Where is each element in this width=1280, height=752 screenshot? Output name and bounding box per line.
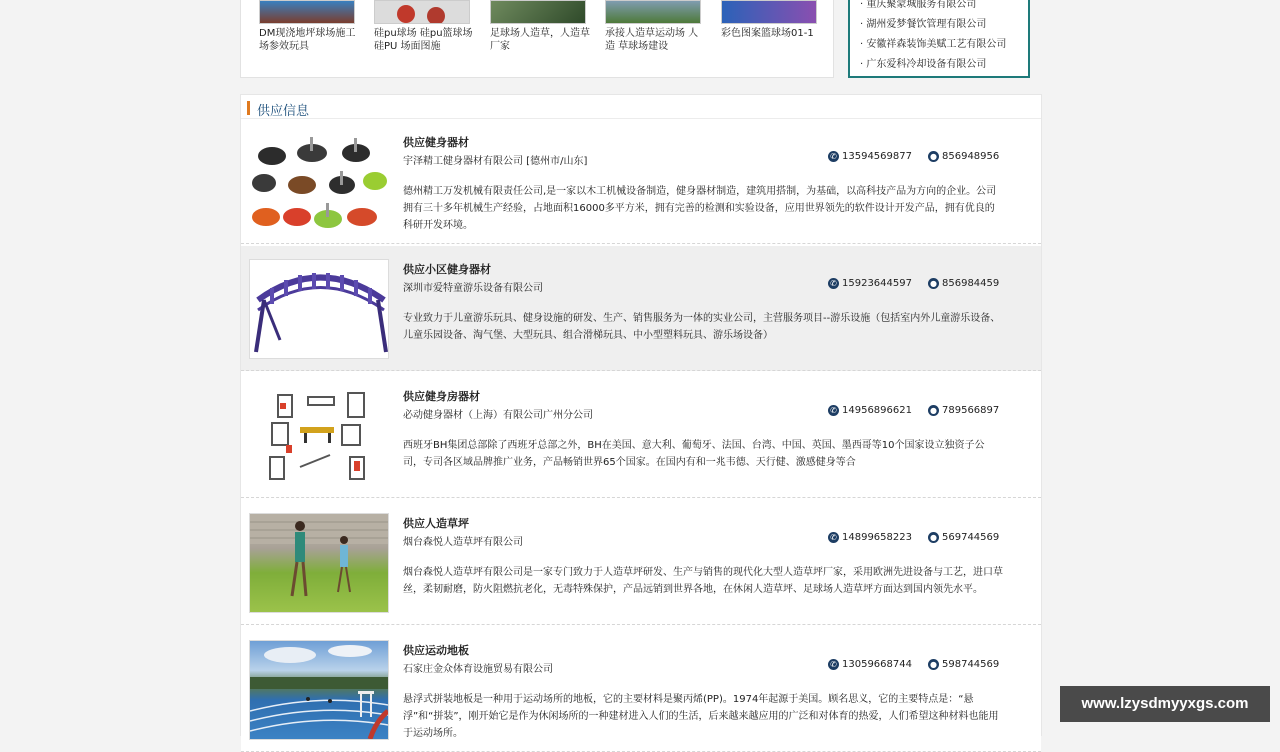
product-description: 悬浮式拼装地板是一种用于运动场所的地板，它的主要材料是聚丙烯(PP)。1974年起源于美国。顾名思义，它的主要特点是：“悬浮”和“拼装”，刚开始它是作为休闲场所的一种建材进入人们的生活，后来越来越应用的广泛和对体育的热爱，人们希望这种材料也能用于运动场所。 [403, 694, 999, 739]
qq-icon: ● [928, 532, 939, 543]
company-name[interactable]: 深圳市爱特童游乐设备有限公司 [403, 283, 543, 294]
product-thumbnail[interactable] [259, 0, 355, 24]
phone-number: 15923644597 [842, 278, 912, 289]
supply-title: 供应信息 [257, 104, 310, 119]
product-image[interactable] [249, 386, 389, 486]
product-name[interactable]: 供应人造草坪 [403, 517, 469, 530]
company-link[interactable]: · 重庆聚蒙城服务有限公司 [860, 0, 977, 10]
phone-icon: ✆ [828, 278, 839, 289]
product-card[interactable] [605, 0, 705, 53]
qq-icon: ● [928, 151, 939, 162]
company-link[interactable]: · 安徽祥森装饰美赋工艺有限公司 [860, 39, 1007, 50]
product-description: 烟台森悦人造草坪有限公司是一家专门致力于人造草坪研发、生产与销售的现代化大型人造草坪厂家，采用欧洲先进设备与工艺，进口草丝，柔韧耐磨，防火阻燃抗老化，无毒特殊保护，产品远销到世界各地，在休闲人造草坪、足球场人造草坪方面达到国内领先水平。 [403, 567, 1003, 595]
supply-header [241, 95, 1041, 119]
phone-icon: ✆ [828, 532, 839, 543]
qq-icon: ● [928, 278, 939, 289]
product-caption[interactable]: 硅pu球场 硅pu篮球场 硅PU 场面图施 [374, 28, 473, 52]
product-description: 专业致力于儿童游乐玩具、健身设施的研发、生产、销售服务为一体的实业公司，主营服务项目--游乐设施（包括室内外儿童游乐设备、儿童乐园设备、淘气堡、大型玩具、组合滑梯玩具、中小型塑料玩具、游乐场设备） [403, 313, 1001, 341]
top-product-strip [240, 0, 834, 78]
phone-icon: ✆ [828, 405, 839, 416]
product-caption[interactable]: 承接人造草运动场 人造 草球场建设 [605, 28, 699, 52]
phone-icon: ✆ [828, 151, 839, 162]
product-thumbnail[interactable] [490, 0, 586, 24]
product-name[interactable]: 供应健身器材 [403, 136, 469, 149]
company-name[interactable]: 石家庄金众体育设施贸易有限公司 [403, 664, 553, 675]
product-thumbnail[interactable] [605, 0, 701, 24]
company-name[interactable]: 宇泽精工健身器材有限公司 [德州市/山东] [403, 156, 588, 167]
product-card[interactable] [721, 0, 821, 40]
company-list-box [848, 0, 1030, 78]
product-card[interactable] [374, 0, 474, 53]
product-image[interactable] [249, 132, 389, 232]
supply-section [240, 94, 1042, 739]
company-link[interactable]: · 广东爱科冷却设备有限公司 [860, 59, 987, 70]
site-watermark: www.lzysdmyyxgs.com [1060, 686, 1270, 722]
product-card[interactable] [490, 0, 590, 53]
product-thumbnail[interactable] [374, 0, 470, 24]
qq-number: 569744569 [942, 532, 1000, 543]
phone-icon: ✆ [828, 659, 839, 670]
supply-row [241, 627, 1041, 752]
product-description: 德州精工万发机械有限责任公司,是一家以木工机械设备制造，健身器材制造，建筑用搭制，为基础，以高科技产品为方向的企业。公司拥有三十多年机械生产经验，占地面积16000多平方米，拥有完善的检测和实验设备，应用世界领先的软件设计开发产品，拥有优良的科研开发环境。 [403, 186, 997, 231]
supply-row [241, 119, 1041, 244]
product-image[interactable] [249, 259, 389, 359]
product-name[interactable]: 供应小区健身器材 [403, 263, 491, 276]
qq-icon: ● [928, 405, 939, 416]
product-image[interactable] [249, 640, 389, 740]
product-caption[interactable]: 彩色图案篮球场01-1 [721, 28, 814, 39]
phone-number: 14899658223 [842, 532, 912, 543]
qq-number: 856984459 [942, 278, 1000, 289]
supply-row [241, 373, 1041, 498]
product-image[interactable] [249, 513, 389, 613]
product-name[interactable]: 供应运动地板 [403, 644, 469, 657]
product-caption[interactable]: 足球场人造草，人造草 厂家 [490, 28, 590, 52]
qq-icon: ● [928, 659, 939, 670]
phone-number: 14956896621 [842, 405, 912, 416]
qq-number: 598744569 [942, 659, 1000, 670]
qq-number: 856948956 [942, 151, 1000, 162]
company-name[interactable]: 必动健身器材（上海）有限公司广州分公司 [403, 410, 593, 421]
supply-row [241, 500, 1041, 625]
product-name[interactable]: 供应健身房器材 [403, 390, 480, 403]
product-card[interactable] [259, 0, 359, 53]
supply-row [241, 246, 1041, 371]
header-accent-bar [247, 101, 250, 115]
product-description: 西班牙BH集团总部除了西班牙总部之外，BH在美国、意大利、葡萄牙、法国、台湾、中国、英国、墨西哥等10个国家设立独资子公司，专司各区域品牌推广业务，产品畅销世界65个国家。在国内有和一兆韦德、天行健、激感健身等合 [403, 440, 985, 468]
phone-number: 13059668744 [842, 659, 912, 670]
company-link[interactable]: · 湖州爱梦餐饮管理有限公司 [860, 19, 987, 30]
phone-number: 13594569877 [842, 151, 912, 162]
product-thumbnail[interactable] [721, 0, 817, 24]
product-caption[interactable]: DM现浇地坪球场施工 场参效玩具 [259, 28, 356, 52]
qq-number: 789566897 [942, 405, 1000, 416]
company-name[interactable]: 烟台森悦人造草坪有限公司 [403, 537, 523, 548]
